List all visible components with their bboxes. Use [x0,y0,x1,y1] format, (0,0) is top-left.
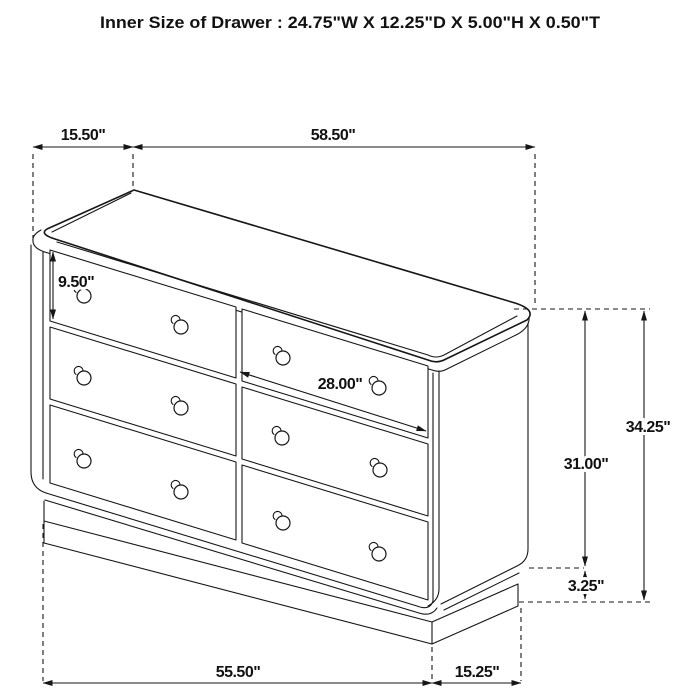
dim-label-bottom-width: 55.50" [215,664,261,681]
dim-label-bottom-depth: 15.25" [454,664,500,681]
drawer-grid [50,250,428,600]
dim-label-drawer-front-height: 9.50" [58,274,95,291]
body-right-bottom-edge-2 [444,573,519,610]
dresser-drawing [31,190,530,644]
dim-label-top-drawer-width: 28.00" [317,376,363,393]
dim-label-overall-height: 34.25" [625,419,671,436]
dim-label-top-width: 58.50" [310,127,356,144]
dim-heights-right [514,309,670,602]
dim-label-body-height: 31.00" [563,456,609,473]
base-right-face [432,584,518,644]
dim-label-top-depth: 15.50" [60,127,106,144]
diagram-title: Inner Size of Drawer : 24.75"W X 12.25"D X 5.00"H X 0.50"T [100,13,601,32]
dim-top-depth [33,127,133,238]
top-slab-left-corner [33,230,41,241]
dim-label-base-height: 3.25" [567,578,605,595]
dim-bottom-depth [432,608,521,683]
top-back-left-double-edge [52,193,131,232]
dim-top-width [133,127,535,303]
body-left-outer-edge [31,245,46,493]
